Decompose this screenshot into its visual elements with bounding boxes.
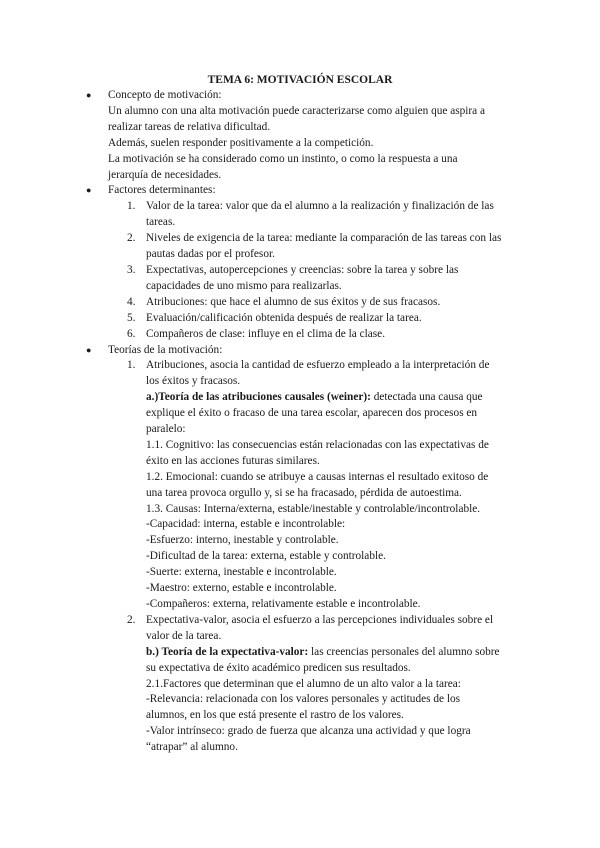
item-line: Atribuciones: que hace el alumno de sus éxitos y de sus fracasos.: [146, 295, 441, 308]
item-line: Expectativa-valor, asocia el esfuerzo a las percepciones individuales sobre el: [146, 613, 494, 626]
bullet-teorias: [0, 343, 520, 359]
factor-item-6: [0, 327, 526, 343]
item-line: capacidades de uno mismo para realizarlas.: [146, 279, 342, 292]
item-number: 2.: [127, 613, 136, 626]
detail-line: -Compañeros: externa, relativamente estable e incontrolable.: [146, 598, 421, 610]
bullet-icon: ●: [86, 90, 92, 100]
bullet-icon: ●: [86, 185, 92, 196]
document-title: TEMA 6: MOTIVACIÓN ESCOLAR: [207, 74, 393, 86]
item-line: Evaluación/calificación obtenida después de realizar la tarea.: [146, 311, 422, 324]
detail-line: -Maestro: externo, estable e incontrolable.: [146, 582, 337, 595]
theory-heading-line: [0, 645, 526, 661]
theory-text: detectada una causa que: [370, 391, 483, 404]
item-number: 2.: [127, 232, 136, 245]
item-line: valor de la tarea.: [146, 629, 222, 642]
factor-item-1: [0, 199, 526, 231]
factor-item-3: [0, 263, 526, 295]
item-line: Expectativas, autopercepciones y creencias: sobre la tarea y sobre las: [146, 263, 459, 276]
detail-line: -Relevancia: relacionada con los valores personales y actitudes de los: [146, 693, 460, 706]
detail-line: 1.1. Cognitivo: las consecuencias están relacionadas con las expectativas de: [146, 438, 489, 451]
detail-line: -Valor intrínseco: grado de fuerza que alcanza una actividad y que logra: [146, 725, 471, 738]
concepto-line: jerarquía de necesidades.: [108, 168, 222, 181]
detail-line: -Capacidad: interna, estable e incontrolable:: [146, 518, 346, 531]
item-line: los éxitos y fracasos.: [146, 375, 241, 388]
section-heading-concepto: Concepto de motivación:: [108, 89, 222, 101]
section-heading-factores: Factores determinantes:: [108, 184, 216, 197]
item-number: 1.: [127, 200, 136, 213]
concepto-line: realizar tareas de relativa dificultad.: [108, 120, 271, 133]
concepto-line: Además, suelen responder positivamente a la competición.: [108, 136, 374, 149]
detail-line: “atrapar” al alumno.: [146, 741, 238, 754]
theory-line: paralelo:: [146, 423, 186, 436]
theory-title-expectativa: b.) Teoría de la expectativa-valor:: [146, 645, 309, 658]
item-number: 4.: [127, 295, 136, 308]
factor-item-2: [0, 231, 526, 263]
theory-line: su expectativa de éxito académico predicen sus resultados.: [146, 661, 411, 674]
theory-line: explique el éxito o fracaso de una tarea escolar, aparecen dos procesos en: [146, 407, 478, 420]
detail-line: éxito en las acciones futuras similares.: [146, 454, 320, 467]
concepto-line: La motivación se ha considerado como un instinto, o como la respuesta a una: [108, 152, 458, 165]
factor-item-4: [0, 295, 526, 311]
item-line: Niveles de exigencia de la tarea: mediante la comparación de las tareas con las: [146, 232, 502, 245]
item-line: pautas dadas por el profesor.: [146, 248, 275, 261]
item-line: Valor de la tarea: valor que da el alumno a la realización y finalización de las: [146, 200, 494, 213]
teoria-item-2: [0, 613, 526, 645]
bullet-factores: [0, 183, 520, 199]
teoria-item-1: [0, 358, 526, 390]
document-body: [0, 88, 600, 756]
item-number: 6.: [127, 327, 136, 340]
item-line: tareas.: [146, 216, 176, 229]
detail-line: una tarea provoca orgullo y, si se ha fracasado, pérdida de autoestima.: [146, 486, 462, 499]
bullet-icon: ●: [86, 344, 92, 355]
item-number: 3.: [127, 263, 136, 276]
item-number: 1.: [127, 359, 136, 372]
theory-title-weiner: a.)Teoría de las atribuciones causales (weiner):: [146, 391, 371, 404]
detail-line: alumnos, en los que está presente el rastro de los valores.: [146, 709, 404, 722]
detail-line: -Suerte: externa, inestable e incontrolable.: [146, 566, 337, 579]
item-line: Atribuciones, asocia la cantidad de esfuerzo empleado a la interpretación de: [146, 359, 490, 372]
concepto-line: Un alumno con una alta motivación puede caracterizarse como alguien que aspira a: [108, 104, 486, 117]
theory-text: las creencias personales del alumno sobre: [308, 645, 500, 658]
detail-line: -Dificultad de la tarea: externa, estable y controlable.: [146, 550, 386, 563]
theory-heading-line: [0, 390, 526, 406]
detail-line: -Esfuerzo: interno, inestable y controlable.: [146, 534, 339, 547]
item-line: Compañeros de clase: influye en el clima de la clase.: [146, 327, 386, 340]
detail-line: 1.2. Emocional: cuando se atribuye a causas internas el resultado exitoso de: [146, 470, 489, 483]
item-number: 5.: [127, 311, 136, 324]
bullet-concepto: [0, 88, 520, 104]
section-heading-teorias: Teorías de la motivación:: [108, 343, 223, 356]
factor-item-5: [0, 311, 526, 327]
detail-line: 1.3. Causas: Interna/externa, estable/inestable y controlable/incontrolable.: [146, 502, 481, 515]
detail-line: 2.1.Factores que determinan que el alumno de un alto valor a la tarea:: [146, 677, 461, 690]
